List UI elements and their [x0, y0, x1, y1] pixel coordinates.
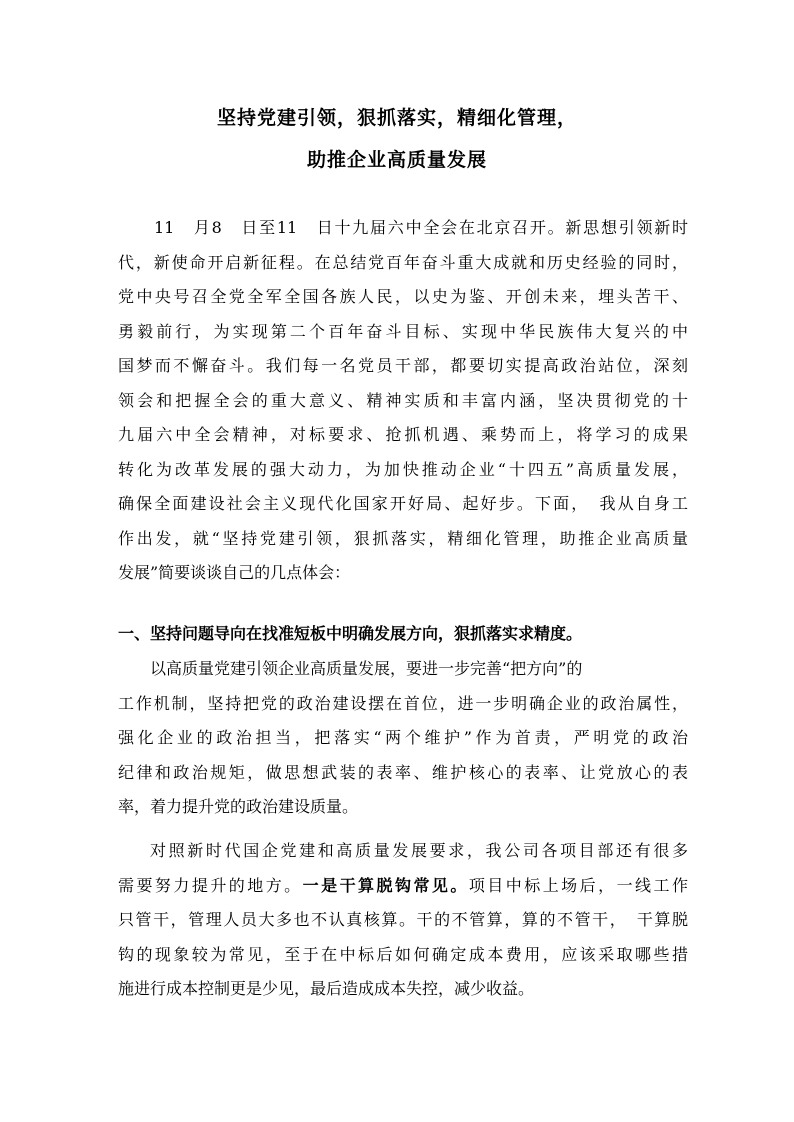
paragraph-line: 九届六中全会精神，对标要求、抢抓机遇、乘势而上，将学习的成果	[118, 425, 688, 444]
paragraph-line: 施进行成本控制更是少见，最后造成成本失控，减少收益。	[118, 979, 535, 998]
section-heading-1: 一、坚持问题导向在找准短板中明确发展方向，狠抓落实求精度。	[118, 624, 583, 643]
paragraph-section-1	[118, 652, 688, 825]
paragraph-line-mixed	[118, 869, 688, 904]
paragraph-line: 勇毅前行，为实现第二个百年奋斗目标、实现中华民族伟大复兴的中	[118, 321, 688, 341]
paragraph-line: 代，新使命开启新征程。在总结党百年奋斗重大成就和历史经验的同时，	[118, 252, 688, 272]
paragraph-line: 只管干，管理人员大多也不认真核算。干的不管算，算的不管干， 干算脱	[118, 910, 688, 929]
paragraph-line: 对照新时代国企党建和高质量发展要求，我公司各项目部还有很多	[150, 841, 688, 860]
paragraph-line: 纪律和政治规矩，做思想武装的表率、维护核心的表率、让党放心的表	[118, 762, 688, 782]
paragraph-intro	[118, 211, 688, 591]
paragraph-text: 需要努力提升的地方。	[118, 875, 303, 895]
paragraph-line: 钩的现象较为常见，至于在中标后如何确定成本费用，应该采取哪些措	[118, 944, 688, 964]
paragraph-line: 作出发，就“坚持党建引领，狠抓落实，精细化管理，助推企业高质量	[118, 528, 688, 548]
paragraph-line: 率，着力提升党的政治建设质量。	[118, 797, 359, 816]
paragraph-line: 以高质量党建引领企业高质量发展，要进一步完善“把方向”的	[150, 659, 583, 678]
paragraph-line: 领会和把握全会的重大意义、精神实质和丰富内涵，坚决贯彻党的十	[118, 390, 688, 410]
paragraph-line: 强化企业的政治担当，把落实“两个维护”作为首责，严明党的政治	[118, 728, 688, 747]
paragraph-text: 项目中标上场后，一线工作	[468, 875, 688, 895]
paragraph-line: 党中央号召全党全军全国各族人民，以史为鉴、开创未来，埋头苦干、	[118, 287, 688, 306]
paragraph-line: 国梦而不懈奋斗。我们每一名党员干部，都要切实提高政治站位，深刻	[118, 356, 688, 375]
paragraph-line: 11 月8 日至11 日十九届六中全会在北京召开。新思想引领新时	[154, 218, 688, 237]
paragraph-line: 工作机制，坚持把党的政治建设摆在首位，进一步明确企业的政治属性，	[118, 693, 688, 713]
emphasis-text: 一是干算脱钩常见。	[302, 875, 469, 895]
document-title-line-2: 助推企业高质量发展	[306, 149, 487, 171]
paragraph-line: 转化为改革发展的强大动力，为加快推动企业“十四五”高质量发展，	[118, 459, 688, 479]
paragraph-line: 发展”简要谈谈自己的几点体会：	[118, 563, 351, 582]
document-title-line-1: 坚持党建引领，狠抓落实，精细化管理，	[216, 107, 577, 129]
paragraph-problems	[118, 834, 688, 1007]
paragraph-line: 确保全面建设社会主义现代化国家开好局、起好步。下面， 我从自身工	[118, 494, 688, 513]
